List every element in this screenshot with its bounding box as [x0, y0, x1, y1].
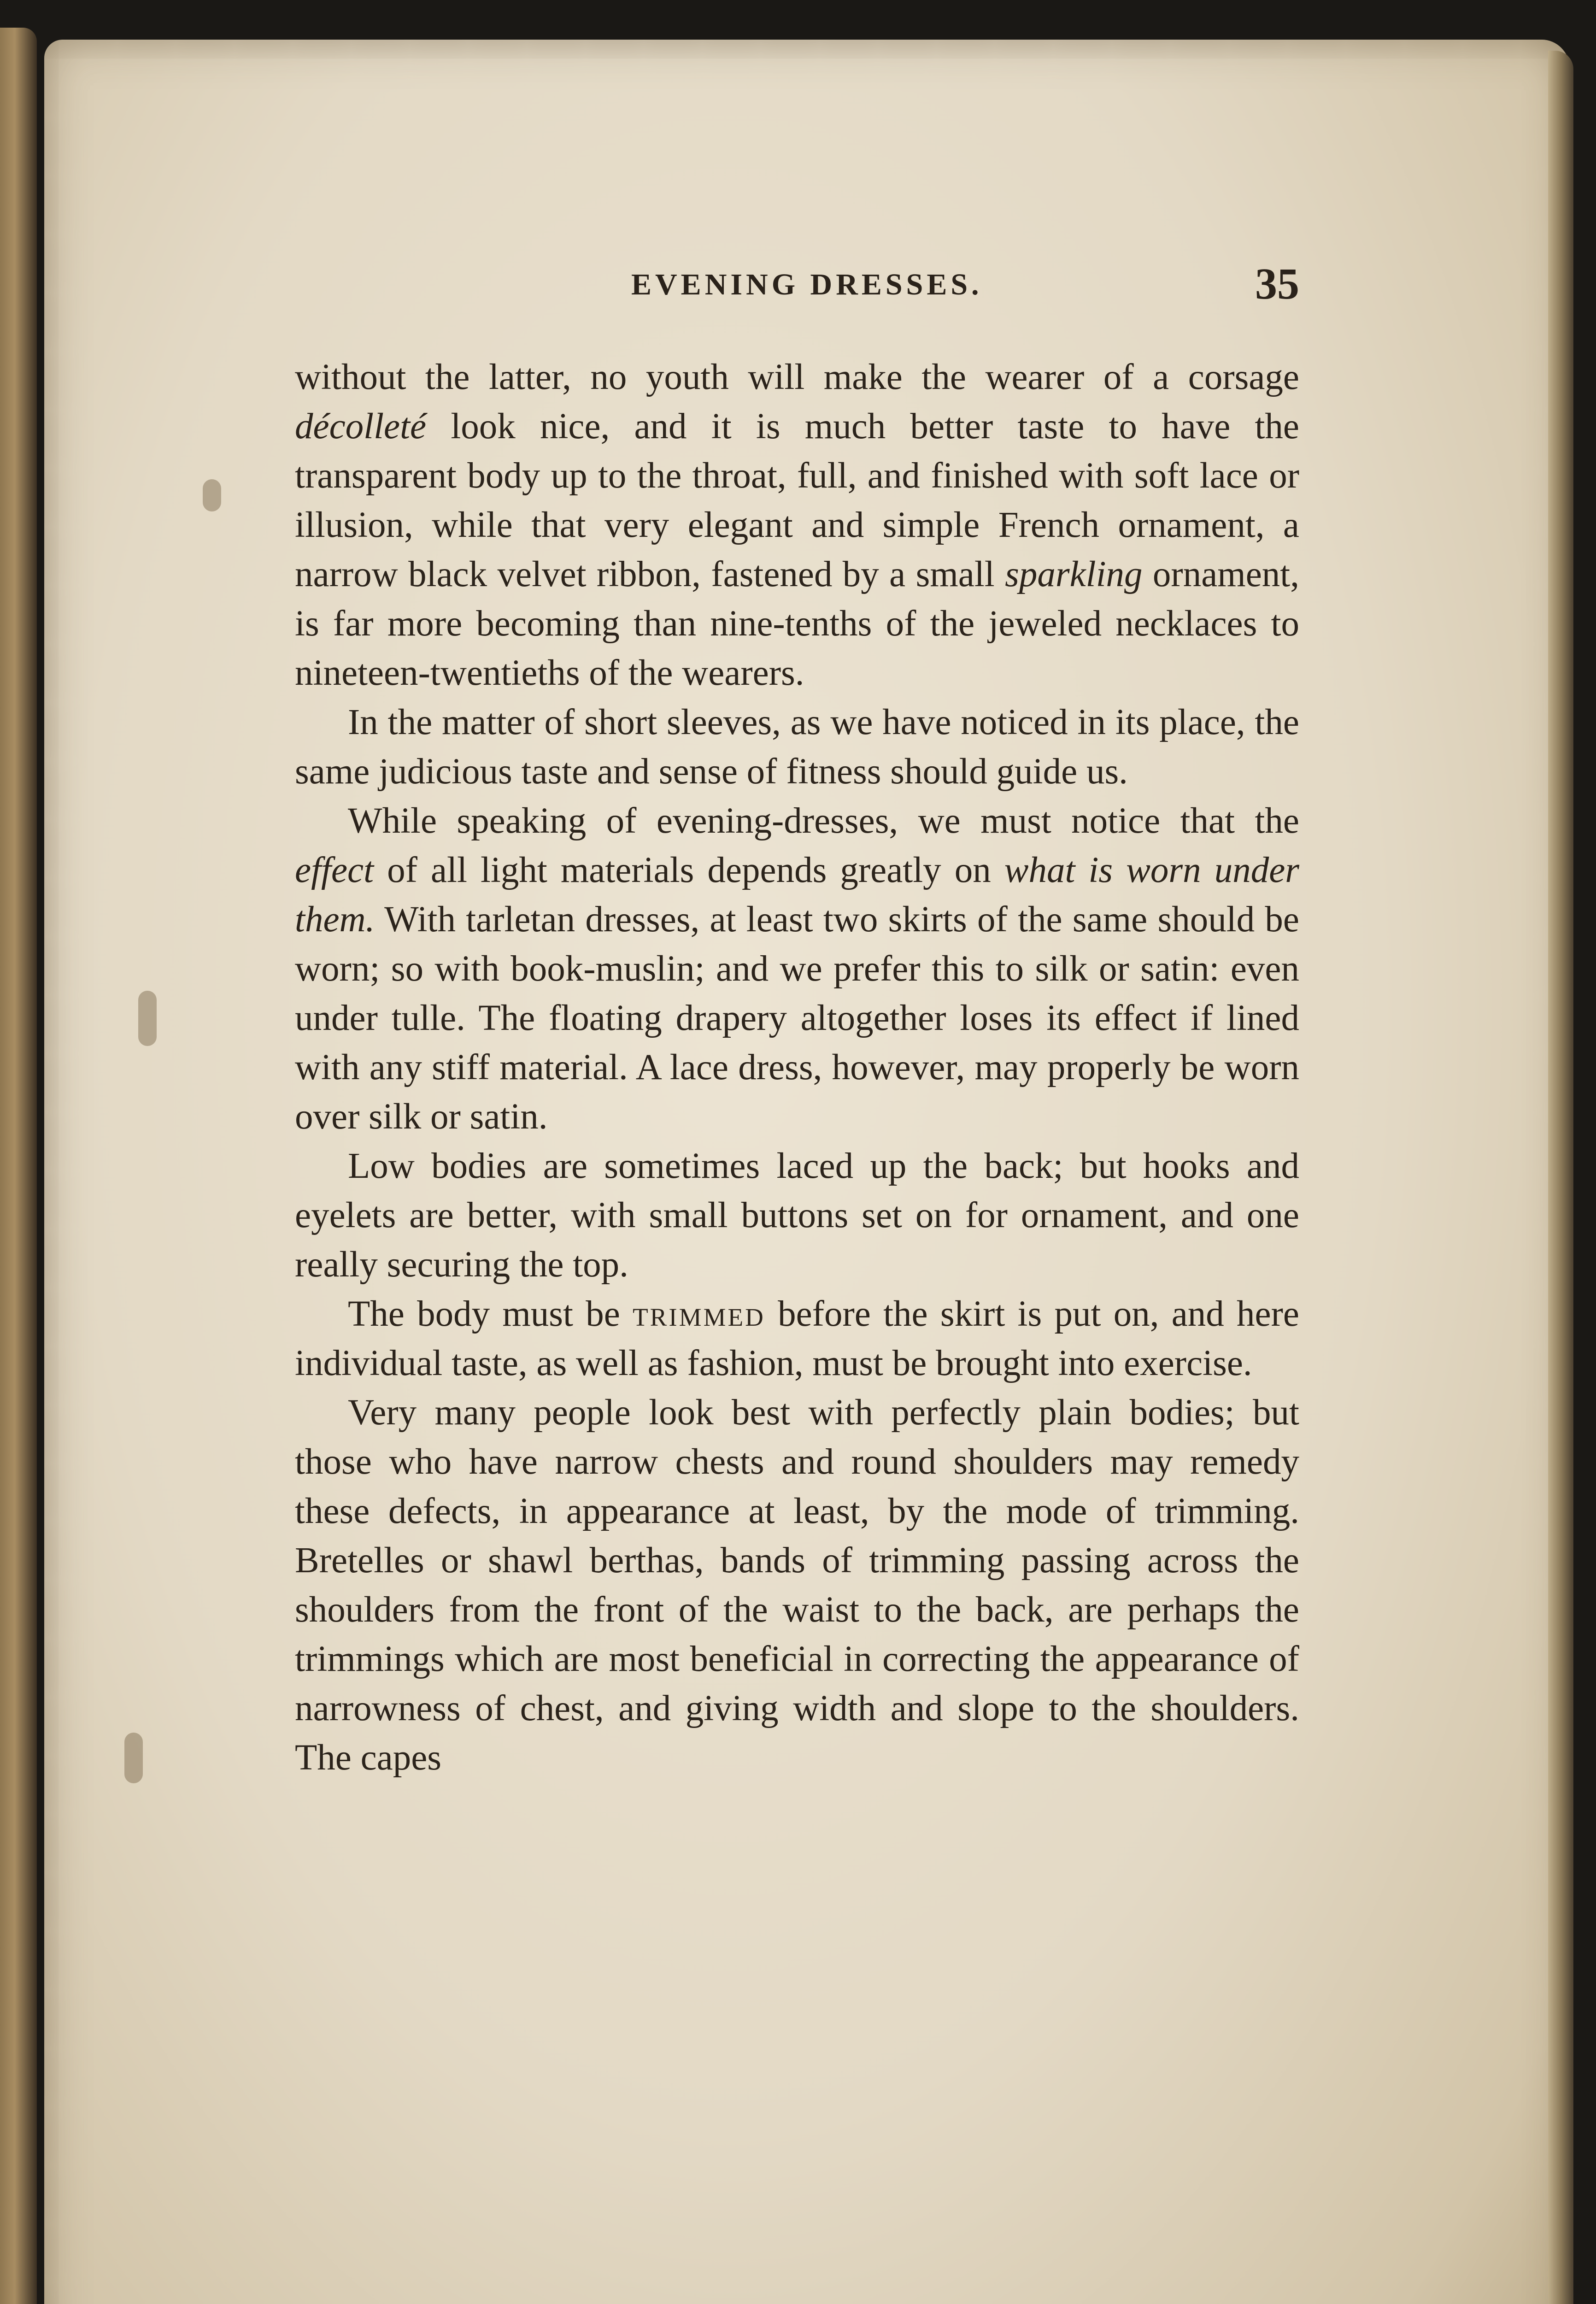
paper-blemish: [124, 1733, 143, 1783]
small-caps-trimmed: trimmed: [633, 1294, 765, 1334]
paragraph-4: Low bodies are sometimes laced up the back; but hooks and eyelets are better, with small buttons set on for ornament, and one really securing the top.: [295, 1146, 1299, 1285]
page-number: 35: [1255, 259, 1299, 308]
paragraph-5: The body must be trimmed before the skirt is put on, and here individual taste, as well as fashion, must be brought into exercise.: [295, 1294, 1299, 1383]
paragraph-1: without the latter, no youth will make the wearer of a corsage décolleté look nice, and it is much better taste to have the transparent body up to the throat, full, and finished with soft lace or illusion, while that very elegant and simple French ornament, a narrow black velvet ribbon, fastened by a small sparkling ornament, is far more becoming than nine-tenths of the jeweled necklaces to nineteen-twentieths of the wearers.: [295, 357, 1300, 693]
italic-effect: effect: [295, 850, 374, 890]
page-header: [295, 258, 1299, 313]
running-head: EVENING DRESSES.: [631, 268, 983, 301]
paragraph-3: While speaking of evening-dresses, we must notice that the effect of all light materials depends greatly on what is worn under them. With tarletan dresses, at least two skirts of the same should be worn; so with book-muslin; and we prefer this to silk or satin: even under tulle. The floating drapery altogether loses its effect if lined with any stiff material. A lace dress, however, may properly be worn over silk or satin.: [295, 801, 1299, 1137]
paper-blemish: [203, 479, 221, 511]
paragraph-6: Very many people look best with perfectly plain bodies; but those who have narrow chests and round shoulders may remedy these defects, in appearance at least, by the mode of trimming. Bretelles or shawl berthas, bands of trimming passing across the shoulders from the front of the waist to the back, are perhaps the trimmings which are most beneficial in correcting the appearance of narrowness of chest, and giving width and slope to the shoulders. The capes: [295, 1393, 1299, 1778]
italic-sparkling: sparkling: [1005, 554, 1143, 594]
paragraph-2: In the matter of short sleeves, as we have noticed in its place, the same judicious taste and sense of fitness should guide us.: [295, 702, 1299, 792]
italic-what-is-worn: what is worn under them.: [295, 850, 1299, 940]
page-edge-stack: [1548, 51, 1573, 2304]
italic-decollete: décolleté: [295, 406, 427, 447]
paper-blemish: [138, 991, 157, 1046]
previous-page-edge: [0, 28, 37, 2304]
body-text: [295, 353, 1299, 1782]
